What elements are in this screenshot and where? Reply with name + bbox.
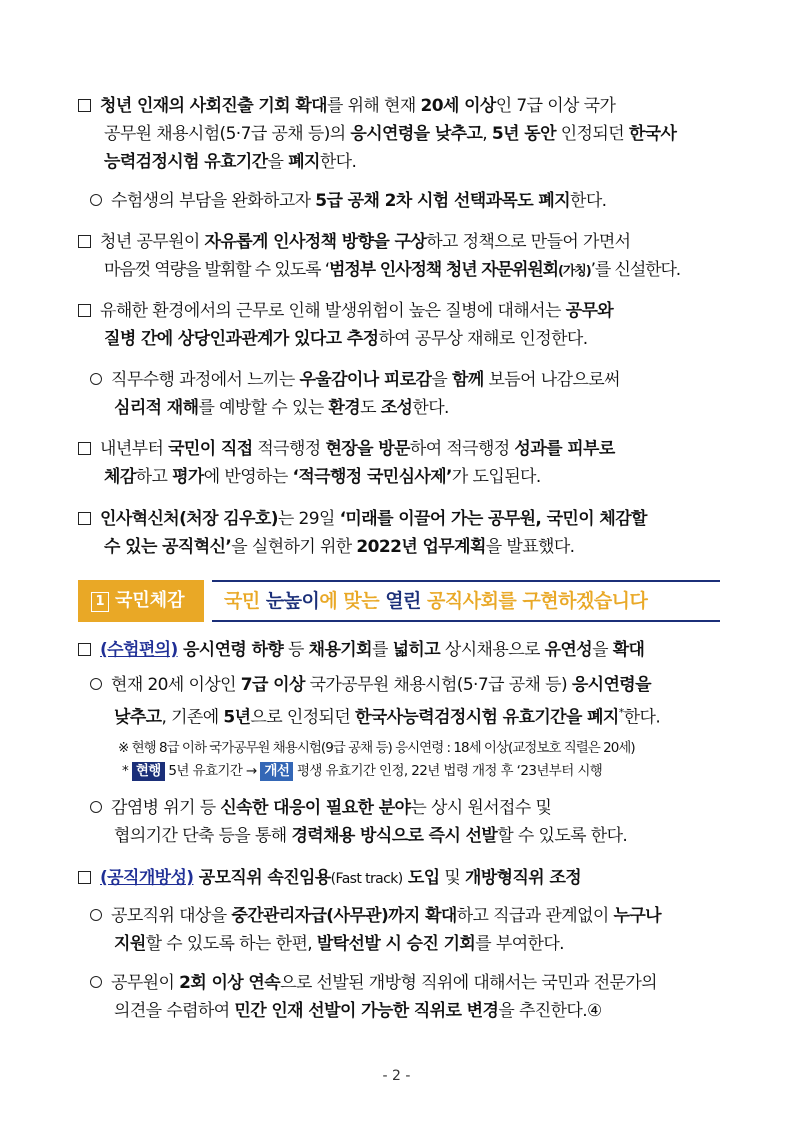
paragraph-psychological-care: 직무수행 과정에서 느끼는 우울감이나 피로감을 함께 보듬어 나감으로써 심리적 재해를 예방할 수 있는 환경도 조성한다. [90, 366, 620, 422]
paragraph-age-limit: 현재 20세 이상인 7급 이상 국가공무원 채용시험(5·7급 공채 등) 응시연령을 낮추고, 기존에 5년으로 인정되던 한국사능력검정시험 유효기간을 폐지*한다. [90, 671, 660, 732]
square-bullet-icon [78, 512, 91, 525]
paragraph-exam-convenience: (수험편의) 응시연령 하향 등 채용기회를 넓히고 상시채용으로 유연성을 확대 [78, 636, 644, 664]
paragraph-open-position-change: 공무원이 2회 이상 연속으로 선발된 개방형 직위에 대해서는 국민과 전문가의 의견을 수렴하여 민간 인재 선발이 가능한 직위로 변경을 추진한다.④ [90, 969, 657, 1025]
improved-tag: 개선 [260, 762, 293, 781]
paragraph-exam-subject: 수험생의 부담을 완화하고자 5급 공채 2차 시험 선택과목도 폐지한다. [90, 187, 606, 215]
square-bullet-icon [78, 442, 91, 455]
square-bullet-icon [78, 871, 91, 884]
square-bullet-icon [78, 99, 91, 112]
section-heading: 국민 눈높이에 맞는 열린 공직사회를 구현하겠습니다 [224, 590, 648, 612]
paragraph-youth-talent: 청년 인재의 사회진출 기회 확대를 위해 현재 20세 이상인 7급 이상 국가 공무원 채용시험(5·7급 공채 등)의 응시연령을 낮추고, 5년 동안 인정되던 한국사 능력검정시험 유효기간을 폐지한다. [78, 92, 676, 176]
paragraph-work-plan: 인사혁신처(처장 김우호)는 29일 ‘미래를 이끌어 가는 공무원, 국민이 체감할 수 있는 공직혁신’을 실현하기 위한 2022년 업무계획을 발표했다. [78, 505, 647, 561]
section-label: 1 국민체감 [78, 580, 204, 622]
paragraph-rapid-hiring: 감염병 위기 등 신속한 대응이 필요한 분야는 상시 원서접수 및 협의기간 단축 등을 통해 경력채용 방식으로 즉시 선발할 수 있도록 한다. [90, 794, 627, 850]
circle-bullet-icon [90, 909, 102, 921]
footnote-improvement: * 현행 5년 유효기간 → 개선 평생 유효기간 인정, 22년 법령 개정 후 ‘23년부터 시행 [122, 763, 603, 779]
section-banner [78, 580, 720, 622]
paragraph-citizen-review: 내년부터 국민이 직접 적극행정 현장을 방문하여 적극행정 성과를 피부로 체감하고 평가에 반영하는 ‘적극행정 국민심사제’가 도입된다. [78, 435, 615, 491]
footnote-current-rule: ※ 현행 8급 이하 국가공무원 채용시험(9급 공채 등) 응시연령 : 18세 이상(교정보호 직렬은 20세) [118, 740, 635, 756]
square-bullet-icon [78, 235, 91, 248]
circle-bullet-icon [90, 976, 102, 988]
paragraph-disease-causality: 유해한 환경에서의 근무로 인해 발생위험이 높은 질병에 대해서는 공무와 질병 간에 상당인과관계가 있다고 추정하여 공무상 재해로 인정한다. [78, 297, 613, 353]
paragraph-youth-committee: 청년 공무원이 자유롭게 인사정책 방향을 구상하고 정책으로 만들어 가면서 마음껏 역량을 발휘할 수 있도록 ‘범정부 인사정책 청년 자문위원회(가칭)’를 신설한다. [78, 228, 680, 286]
circle-bullet-icon [90, 194, 102, 206]
square-bullet-icon [78, 643, 91, 656]
current-tag: 현행 [132, 762, 165, 781]
circle-bullet-icon [90, 373, 102, 385]
circle-bullet-icon [90, 801, 102, 813]
paragraph-openness: (공직개방성) 공모직위 속진임용(Fast track) 도입 및 개방형직위 조정 [78, 864, 581, 893]
circle-bullet-icon [90, 678, 102, 690]
paragraph-open-recruitment: 공모직위 대상을 중간관리자급(사무관)까지 확대하고 직급과 관계없이 누구나 지원할 수 있도록 하는 한편, 발탁선발 시 승진 기회를 부여한다. [90, 902, 661, 958]
banner-bottom-rule [212, 620, 720, 622]
square-bullet-icon [78, 304, 91, 317]
page-number: - 2 - [382, 1068, 411, 1084]
